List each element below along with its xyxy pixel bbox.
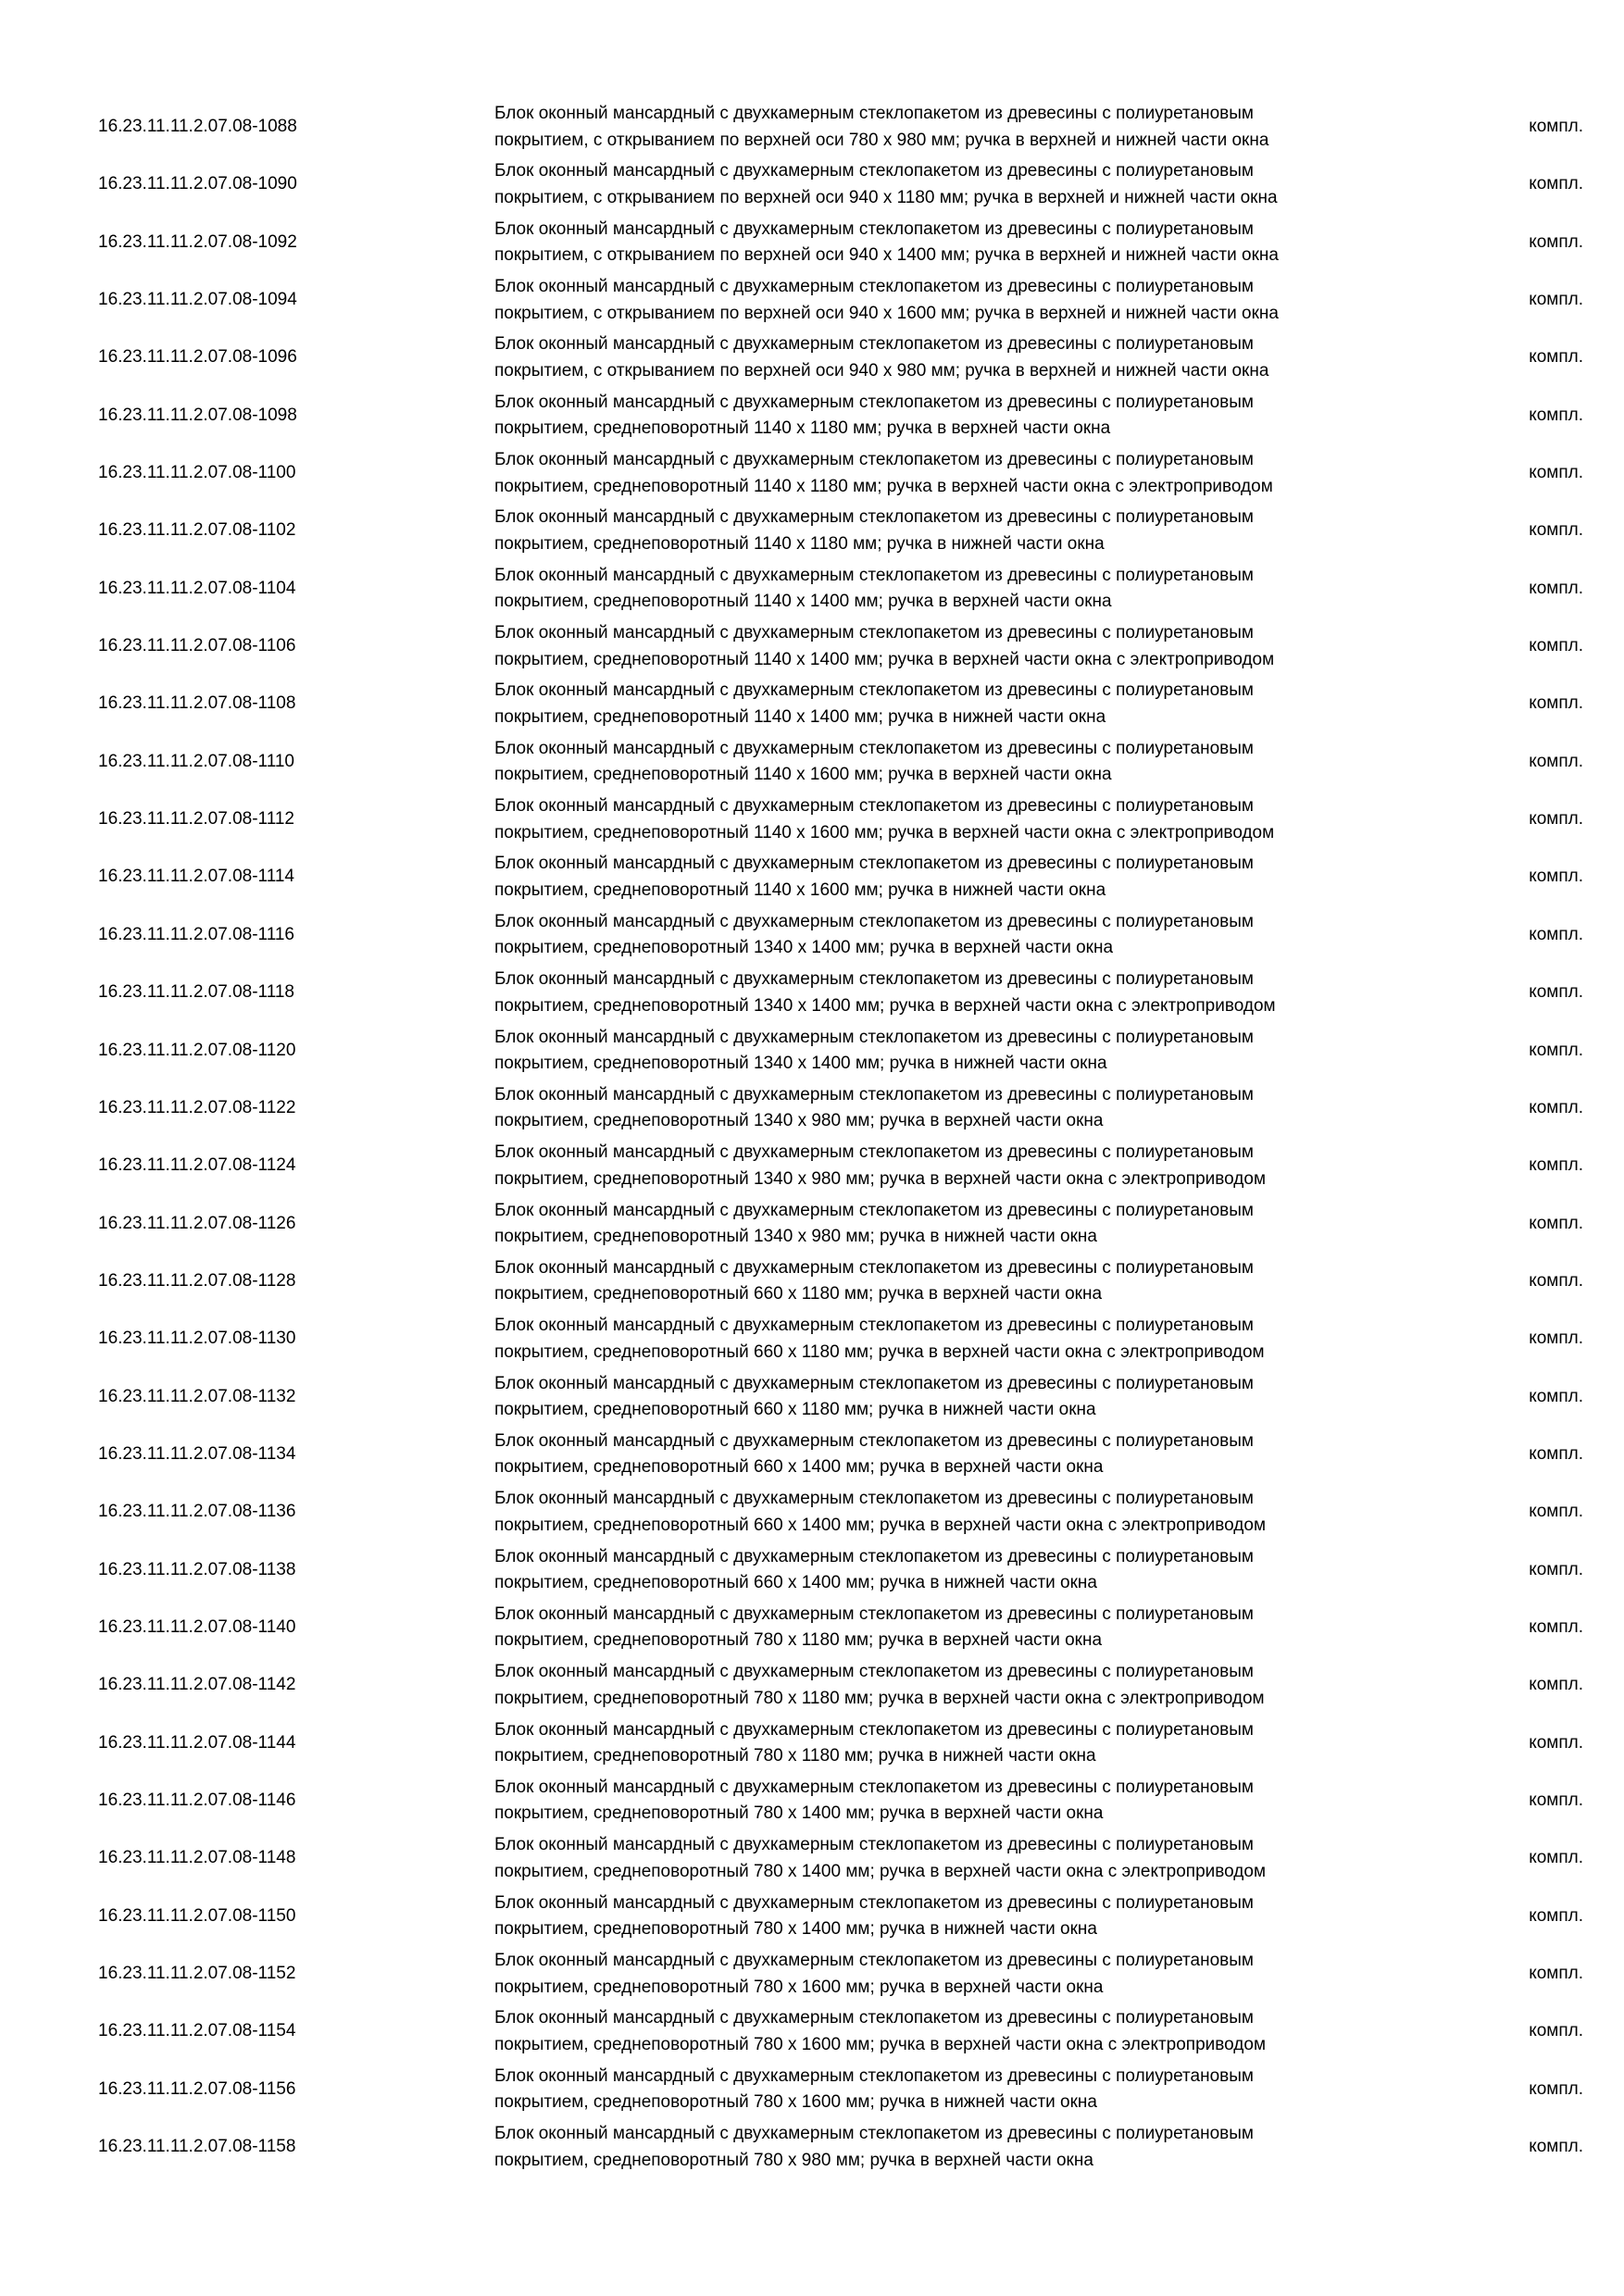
item-unit: компл. <box>1529 463 1583 483</box>
item-description <box>494 736 1476 789</box>
table-row <box>0 444 1624 502</box>
description-line: покрытием, среднеповоротный 1140 х 1180 мм; ручка в верхней части окна <box>494 418 1111 439</box>
item-code: 16.23.11.11.2.07.08-1142 <box>98 1675 296 1695</box>
description-line: Блок оконный мансардный с двухкамерным стеклопакетом из древесины с полиуретановым <box>494 738 1254 758</box>
description-line: покрытием, среднеповоротный 660 х 1180 мм; ручка в нижней части окна <box>494 1400 1096 1420</box>
table-row <box>0 1195 1624 1253</box>
item-code: 16.23.11.11.2.07.08-1152 <box>98 1964 296 1983</box>
table-row <box>0 1253 1624 1310</box>
description-line: Блок оконный мансардный с двухкамерным стеклопакетом из древесины с полиуретановым <box>494 1777 1254 1797</box>
item-code: 16.23.11.11.2.07.08-1144 <box>98 1732 296 1753</box>
description-line: покрытием, среднеповоротный 660 х 1180 мм; ручка в верхней части окна <box>494 1284 1103 1304</box>
description-line: Блок оконный мансардный с двухкамерным стеклопакетом из древесины с полиуретановым <box>494 1257 1254 1278</box>
description-line: покрытием, с открыванием по верхней оси 940 х 1400 мм; ручка в верхней и нижней части окна <box>494 245 1279 266</box>
item-unit: компл. <box>1529 1213 1583 1233</box>
item-unit: компл. <box>1529 1616 1583 1637</box>
description-line: покрытием, среднеповоротный 660 х 1400 мм; ручка в верхней части окна с электроприводом <box>494 1515 1267 1535</box>
item-code: 16.23.11.11.2.07.08-1132 <box>98 1386 296 1406</box>
item-description <box>494 505 1476 557</box>
item-description <box>494 101 1476 154</box>
item-unit: компл. <box>1529 1502 1583 1522</box>
description-line: Блок оконный мансардный с двухкамерным стеклопакетом из древесины с полиуретановым <box>494 969 1254 990</box>
description-line: покрытием, среднеповоротный 1140 х 1600 мм; ручка в верхней части окна <box>494 765 1112 785</box>
item-unit: компл. <box>1529 231 1583 252</box>
description-line: Блок оконный мансардный с двухкамерным стеклопакетом из древесины с полиуретановым <box>494 796 1254 817</box>
table-row <box>0 1772 1624 1829</box>
description-line: покрытием, среднеповоротный 660 х 1180 мм; ручка в верхней части окна с электроприводом <box>494 1341 1265 1362</box>
description-line: Блок оконный мансардный с двухкамерным стеклопакетом из древесины с полиуретановым <box>494 1489 1254 1509</box>
item-description <box>494 2064 1476 2116</box>
description-line: покрытием, с открыванием по верхней оси 940 х 1600 мм; ручка в верхней и нижней части окна <box>494 303 1279 323</box>
table-row <box>0 791 1624 848</box>
item-description <box>494 217 1476 269</box>
table-row <box>0 214 1624 271</box>
description-line: покрытием, среднеповоротный 1140 х 1600 мм; ручка в нижней части окна <box>494 880 1106 900</box>
item-description <box>494 851 1476 904</box>
item-unit: компл. <box>1529 1790 1583 1810</box>
item-unit: компл. <box>1529 1905 1583 1926</box>
item-code: 16.23.11.11.2.07.08-1104 <box>98 578 296 598</box>
item-description <box>494 390 1476 443</box>
description-line: покрытием, среднеповоротный 660 х 1400 мм; ручка в верхней части окна <box>494 1457 1104 1478</box>
item-code: 16.23.11.11.2.07.08-1126 <box>98 1213 296 1233</box>
item-unit: компл. <box>1529 1097 1583 1117</box>
item-code: 16.23.11.11.2.07.08-1136 <box>98 1502 296 1522</box>
item-unit: компл. <box>1529 1559 1583 1579</box>
table-row <box>0 964 1624 1021</box>
item-code: 16.23.11.11.2.07.08-1102 <box>98 520 296 541</box>
item-code: 16.23.11.11.2.07.08-1100 <box>98 463 296 483</box>
item-description <box>494 678 1476 730</box>
table-row <box>0 502 1624 559</box>
item-description <box>494 158 1476 211</box>
item-code: 16.23.11.11.2.07.08-1108 <box>98 693 296 714</box>
description-line: покрытием, среднеповоротный 780 х 1400 мм; ручка в верхней части окна с электроприводом <box>494 1861 1267 1881</box>
description-line: Блок оконный мансардный с двухкамерным стеклопакетом из древесины с полиуретановым <box>494 1892 1254 1913</box>
description-line: Блок оконный мансардный с двухкамерным стеклопакетом из древесины с полиуретановым <box>494 1142 1254 1163</box>
description-line: Блок оконный мансардный с двухкамерным стеклопакетом из древесины с полиуретановым <box>494 1662 1254 1682</box>
table-row <box>0 1483 1624 1541</box>
item-unit: компл. <box>1529 578 1583 598</box>
item-unit: компл. <box>1529 117 1583 136</box>
item-code: 16.23.11.11.2.07.08-1098 <box>98 405 297 425</box>
table-row <box>0 1022 1624 1079</box>
table-row <box>0 1945 1624 2003</box>
item-unit: компл. <box>1529 347 1583 368</box>
description-line: Блок оконный мансардный с двухкамерным стеклопакетом из древесины с полиуретановым <box>494 911 1254 931</box>
description-line: Блок оконный мансардный с двухкамерным стеклопакетом из древесины с полиуретановым <box>494 1084 1254 1104</box>
item-unit: компл. <box>1529 1964 1583 1983</box>
table-row <box>0 271 1624 329</box>
table-row <box>0 560 1624 618</box>
description-line: покрытием, среднеповоротный 780 х 1400 мм; ручка в верхней части окна <box>494 1803 1104 1824</box>
description-line: покрытием, среднеповоротный 780 х 1600 мм; ручка в верхней части окна с электроприводом <box>494 2034 1267 2054</box>
item-unit: компл. <box>1529 2137 1583 2157</box>
table-row <box>0 2061 1624 2118</box>
description-line: покрытием, среднеповоротный 1340 х 1400 мм; ручка в верхней части окна <box>494 938 1114 958</box>
table-row <box>0 675 1624 732</box>
item-description <box>494 274 1476 327</box>
description-line: покрытием, среднеповоротный 780 х 1180 мм; ручка в нижней части окна <box>494 1746 1096 1766</box>
description-line: Блок оконный мансардный с двухкамерным стеклопакетом из древесины с полиуретановым <box>494 392 1254 412</box>
table-row <box>0 1310 1624 1367</box>
description-line: Блок оконный мансардный с двухкамерным стеклопакетом из древесины с полиуретановым <box>494 161 1254 181</box>
table-row <box>0 329 1624 386</box>
item-description <box>494 1313 1476 1366</box>
description-line: Блок оконный мансардный с двухкамерным стеклопакетом из древесины с полиуретановым <box>494 854 1254 874</box>
description-line: покрытием, среднеповоротный 1140 х 1400 мм; ручка в нижней части окна <box>494 706 1106 727</box>
item-description <box>494 1486 1476 1539</box>
item-code: 16.23.11.11.2.07.08-1118 <box>98 982 294 1003</box>
item-description <box>494 1371 1476 1424</box>
description-line: Блок оконный мансардный с двухкамерным стеклопакетом из древесины с полиуретановым <box>494 1316 1254 1336</box>
description-line: покрытием, с открыванием по верхней оси 780 х 980 мм; ручка в верхней и нижней части окна <box>494 130 1269 150</box>
price-table <box>0 98 1624 2176</box>
item-description <box>494 1890 1476 1943</box>
table-row <box>0 1368 1624 1426</box>
description-line: Блок оконный мансардный с двухкамерным стеклопакетом из древесины с полиуретановым <box>494 1430 1254 1451</box>
table-row <box>0 906 1624 964</box>
description-line: покрытием, среднеповоротный 780 х 1600 мм; ручка в верхней части окна <box>494 1977 1104 1997</box>
item-description <box>494 967 1476 1019</box>
item-description <box>494 1544 1476 1597</box>
table-row <box>0 848 1624 905</box>
description-line: Блок оконный мансардный с двухкамерным стеклопакетом из древесины с полиуретановым <box>494 334 1254 355</box>
table-row <box>0 2118 1624 2176</box>
item-code: 16.23.11.11.2.07.08-1120 <box>98 1040 296 1060</box>
item-code: 16.23.11.11.2.07.08-1148 <box>98 1848 296 1868</box>
item-unit: компл. <box>1529 1155 1583 1176</box>
description-line: Блок оконный мансардный с двухкамерным стеклопакетом из древесины с полиуретановым <box>494 565 1254 585</box>
item-unit: компл. <box>1529 636 1583 656</box>
item-code: 16.23.11.11.2.07.08-1096 <box>98 347 297 368</box>
table-row <box>0 618 1624 675</box>
description-line: покрытием, среднеповоротный 780 х 1180 мм; ручка в верхней части окна <box>494 1630 1103 1651</box>
item-description <box>494 2005 1476 2058</box>
description-line: покрытием, с открыванием по верхней оси 940 х 1180 мм; ручка в верхней и нижней части окна <box>494 187 1278 207</box>
item-code: 16.23.11.11.2.07.08-1150 <box>98 1905 296 1926</box>
item-unit: компл. <box>1529 1675 1583 1695</box>
item-code: 16.23.11.11.2.07.08-1116 <box>98 924 294 944</box>
description-line: покрытием, среднеповоротный 1140 х 1600 мм; ручка в верхней части окна с электроприводом <box>494 822 1275 842</box>
item-code: 16.23.11.11.2.07.08-1090 <box>98 174 297 194</box>
item-code: 16.23.11.11.2.07.08-1106 <box>98 636 296 656</box>
item-code: 16.23.11.11.2.07.08-1092 <box>98 231 297 252</box>
description-line: покрытием, среднеповоротный 1340 х 980 мм; ручка в верхней части окна с электроприводом <box>494 1168 1267 1189</box>
item-description <box>494 909 1476 962</box>
table-row <box>0 387 1624 444</box>
description-line: покрытием, среднеповоротный 1140 х 1180 мм; ручка в нижней части окна <box>494 533 1105 554</box>
item-unit: компл. <box>1529 809 1583 830</box>
table-row <box>0 1829 1624 1887</box>
item-code: 16.23.11.11.2.07.08-1158 <box>98 2137 296 2157</box>
description-line: Блок оконный мансардный с двухкамерным стеклопакетом из древесины с полиуретановым <box>494 1719 1254 1740</box>
table-row <box>0 2003 1624 2060</box>
item-description <box>494 1832 1476 1885</box>
item-unit: компл. <box>1529 1732 1583 1753</box>
description-line: Блок оконный мансардный с двухкамерным стеклопакетом из древесины с полиуретановым <box>494 507 1254 528</box>
item-code: 16.23.11.11.2.07.08-1124 <box>98 1155 296 1176</box>
item-description <box>494 793 1476 846</box>
table-row <box>0 1888 1624 1945</box>
description-line: Блок оконный мансардный с двухкамерным стеклопакетом из древесины с полиуретановым <box>494 2008 1254 2028</box>
item-code: 16.23.11.11.2.07.08-1112 <box>98 809 294 830</box>
description-line: Блок оконный мансардный с двухкамерным стеклопакетом из древесины с полиуретановым <box>494 277 1254 297</box>
item-unit: компл. <box>1529 2021 1583 2041</box>
description-line: Блок оконный мансардный с двухкамерным стеклопакетом из древесины с полиуретановым <box>494 1603 1254 1624</box>
description-line: покрытием, среднеповоротный 780 х 1400 мм; ручка в нижней части окна <box>494 1919 1097 1940</box>
description-line: покрытием, среднеповоротный 780 х 1600 мм; ручка в нижней части окна <box>494 2092 1097 2113</box>
item-unit: компл. <box>1529 1270 1583 1291</box>
item-code: 16.23.11.11.2.07.08-1154 <box>98 2021 296 2041</box>
item-description <box>494 1659 1476 1712</box>
table-row <box>0 1426 1624 1483</box>
description-line: Блок оконный мансардный с двухкамерным стеклопакетом из древесины с полиуретановым <box>494 1373 1254 1393</box>
description-line: Блок оконный мансардный с двухкамерным стеклопакетом из древесины с полиуретановым <box>494 2124 1254 2144</box>
item-description <box>494 1025 1476 1078</box>
item-description <box>494 447 1476 500</box>
item-description <box>494 1198 1476 1251</box>
description-line: Блок оконный мансардный с двухкамерным стеклопакетом из древесины с полиуретановым <box>494 1951 1254 1970</box>
item-code: 16.23.11.11.2.07.08-1138 <box>98 1559 296 1579</box>
item-description <box>494 1255 1476 1308</box>
item-unit: компл. <box>1529 174 1583 194</box>
description-line: Блок оконный мансардный с двухкамерным стеклопакетом из древесины с полиуретановым <box>494 104 1254 123</box>
description-line: покрытием, среднеповоротный 1140 х 1400 мм; ручка в верхней части окна с электроприводом <box>494 649 1275 669</box>
description-line: Блок оконный мансардный с двухкамерным стеклопакетом из древесины с полиуретановым <box>494 1546 1254 1566</box>
description-line: Блок оконный мансардный с двухкамерным стеклопакетом из древесины с полиуретановым <box>494 450 1254 470</box>
item-unit: компл. <box>1529 751 1583 771</box>
item-unit: компл. <box>1529 982 1583 1003</box>
item-description <box>494 1948 1476 2001</box>
description-line: покрытием, среднеповоротный 1340 х 1400 мм; ручка в верхней части окна с электроприводом <box>494 995 1276 1016</box>
item-description <box>494 1602 1476 1654</box>
item-description <box>494 620 1476 673</box>
description-line: покрытием, среднеповоротный 1140 х 1400 мм; ручка в верхней части окна <box>494 592 1112 612</box>
item-unit: компл. <box>1529 405 1583 425</box>
table-row <box>0 1656 1624 1714</box>
item-unit: компл. <box>1529 1443 1583 1464</box>
item-unit: компл. <box>1529 2078 1583 2099</box>
item-unit: компл. <box>1529 1386 1583 1406</box>
description-line: Блок оконный мансардный с двухкамерным стеклопакетом из древесины с полиуретановым <box>494 218 1254 239</box>
description-line: покрытием, среднеповоротный 780 х 980 мм; ручка в верхней части окна <box>494 2150 1093 2170</box>
item-unit: компл. <box>1529 1329 1583 1349</box>
table-row <box>0 733 1624 791</box>
item-description <box>494 563 1476 616</box>
item-code: 16.23.11.11.2.07.08-1114 <box>98 867 294 887</box>
description-line: покрытием, среднеповоротный 1140 х 1180 мм; ручка в верхней части окна с электроприводом <box>494 476 1273 496</box>
item-description <box>494 1717 1476 1770</box>
item-code: 16.23.11.11.2.07.08-1146 <box>98 1790 296 1810</box>
item-description <box>494 1775 1476 1828</box>
description-line: покрытием, среднеповоротный 780 х 1180 мм; ручка в верхней части окна с электроприводом <box>494 1688 1265 1708</box>
item-description <box>494 1429 1476 1481</box>
item-code: 16.23.11.11.2.07.08-1156 <box>98 2078 296 2099</box>
table-row <box>0 98 1624 156</box>
table-row <box>0 1079 1624 1137</box>
item-unit: компл. <box>1529 693 1583 714</box>
description-line: Блок оконный мансардный с двухкамерным стеклопакетом из древесины с полиуретановым <box>494 680 1254 701</box>
description-line: покрытием, среднеповоротный 660 х 1400 мм; ручка в нижней части окна <box>494 1573 1097 1593</box>
table-row <box>0 156 1624 213</box>
table-row <box>0 1541 1624 1599</box>
description-line: Блок оконный мансардный с двухкамерным стеклопакетом из древесины с полиуретановым <box>494 623 1254 643</box>
description-line: покрытием, среднеповоротный 1340 х 980 мм; ручка в нижней части окна <box>494 1227 1097 1247</box>
item-unit: компл. <box>1529 1848 1583 1868</box>
table-row <box>0 1599 1624 1656</box>
item-code: 16.23.11.11.2.07.08-1094 <box>98 290 297 310</box>
table-row <box>0 1715 1624 1772</box>
item-code: 16.23.11.11.2.07.08-1130 <box>98 1329 296 1349</box>
description-line: Блок оконный мансардный с двухкамерным стеклопакетом из древесины с полиуретановым <box>494 1835 1254 1855</box>
item-description <box>494 1082 1476 1135</box>
item-code: 16.23.11.11.2.07.08-1088 <box>98 117 297 136</box>
description-line: покрытием, среднеповоротный 1340 х 980 мм; ручка в верхней части окна <box>494 1111 1104 1131</box>
item-code: 16.23.11.11.2.07.08-1122 <box>98 1097 296 1117</box>
item-unit: компл. <box>1529 924 1583 944</box>
table-row <box>0 1137 1624 1194</box>
description-line: покрытием, с открыванием по верхней оси 940 х 980 мм; ручка в верхней и нижней части окна <box>494 360 1269 381</box>
description-line: Блок оконный мансардный с двухкамерным стеклопакетом из древесины с полиуретановым <box>494 1027 1254 1047</box>
item-unit: компл. <box>1529 867 1583 887</box>
item-description <box>494 331 1476 384</box>
item-code: 16.23.11.11.2.07.08-1110 <box>98 751 294 771</box>
description-line: Блок оконный мансардный с двухкамерным стеклопакетом из древесины с полиуретановым <box>494 1200 1254 1220</box>
description-line: Блок оконный мансардный с двухкамерным стеклопакетом из древесины с полиуретановым <box>494 2065 1254 2086</box>
item-code: 16.23.11.11.2.07.08-1128 <box>98 1270 296 1291</box>
item-unit: компл. <box>1529 520 1583 541</box>
item-description <box>494 2121 1476 2174</box>
item-code: 16.23.11.11.2.07.08-1134 <box>98 1443 296 1464</box>
item-unit: компл. <box>1529 290 1583 310</box>
item-code: 16.23.11.11.2.07.08-1140 <box>98 1616 296 1637</box>
item-unit: компл. <box>1529 1040 1583 1060</box>
description-line: покрытием, среднеповоротный 1340 х 1400 мм; ручка в нижней части окна <box>494 1054 1107 1073</box>
item-description <box>494 1140 1476 1192</box>
